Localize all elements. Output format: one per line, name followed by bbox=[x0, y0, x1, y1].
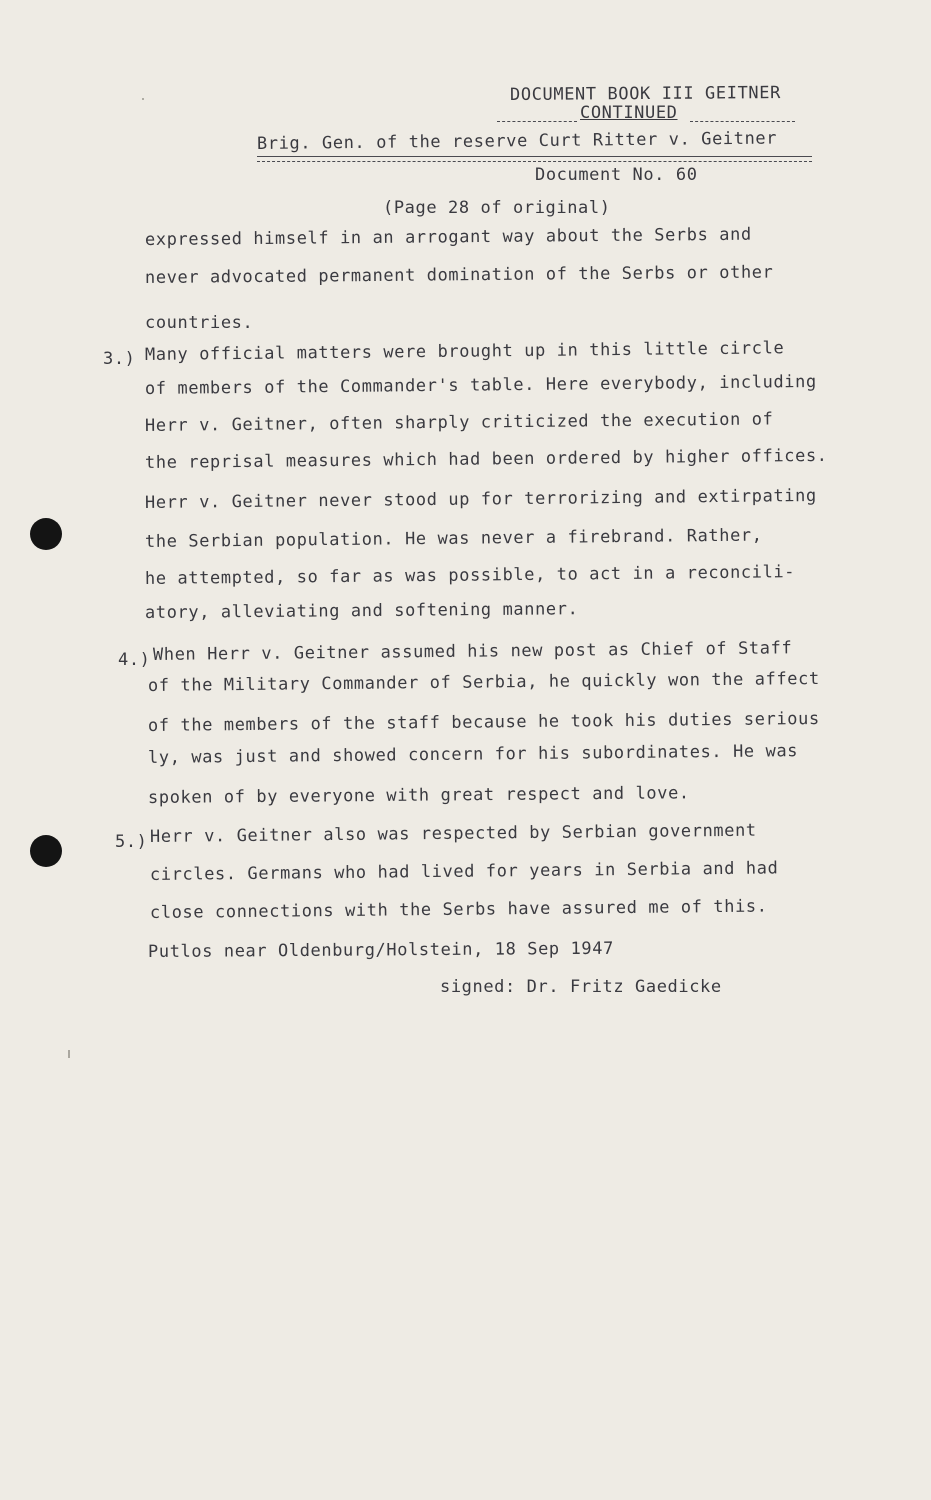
continued-underline-left bbox=[497, 121, 577, 122]
body-line: Many official matters were brought up in this little circle bbox=[144, 338, 785, 365]
body-line: the reprisal measures which had been ordered by higher offices. bbox=[144, 445, 828, 473]
document-book-heading: DOCUMENT BOOK III GEITNER bbox=[509, 83, 781, 105]
document-number: Document No. 60 bbox=[535, 165, 698, 185]
place-date-line: Putlos near Oldenburg/Holstein, 18 Sep 1947 bbox=[147, 938, 614, 962]
signature-line: signed: Dr. Fritz Gaedicke bbox=[440, 977, 722, 997]
body-line: expressed himself in an arrogant way about the Serbs and bbox=[144, 224, 752, 250]
body-line: he attempted, so far as was possible, to act in a reconcili- bbox=[144, 562, 796, 589]
punch-hole-lower bbox=[30, 835, 62, 867]
point-number: 3.) bbox=[103, 349, 136, 369]
punch-hole-upper bbox=[30, 518, 62, 550]
body-line: close connections with the Serbs have assured me of this. bbox=[149, 896, 768, 923]
body-line: countries. bbox=[145, 313, 254, 333]
body-line: Herr v. Geitner, often sharply criticized the execution of bbox=[144, 409, 774, 436]
body-line: ly, was just and showed concern for his subordinates. He was bbox=[147, 741, 799, 768]
body-line: never advocated permanent domination of the Serbs or other bbox=[144, 262, 774, 288]
body-line: circles. Germans who had lived for years in Serbia and had bbox=[149, 858, 779, 885]
body-line: Herr v. Geitner also was respected by Serbian government bbox=[149, 820, 757, 847]
page-reference: (Page 28 of original) bbox=[383, 198, 611, 218]
body-line: spoken of by everyone with great respect and love. bbox=[147, 783, 690, 808]
continued-underline-right bbox=[690, 121, 795, 122]
body-line: When Herr v. Geitner assumed his new post as Chief of Staff bbox=[152, 638, 793, 665]
continued-heading: CONTINUED bbox=[580, 103, 678, 123]
body-line: of the Military Commander of Serbia, he quickly won the affect bbox=[147, 668, 820, 696]
body-line: the Serbian population. He was never a firebrand. Rather, bbox=[144, 525, 763, 552]
body-line: Herr v. Geitner never stood up for terrorizing and extirpating bbox=[144, 485, 817, 513]
paper-speck bbox=[142, 98, 144, 100]
point-number: 5.) bbox=[115, 832, 148, 852]
author-underline bbox=[257, 156, 812, 157]
author-heading: Brig. Gen. of the reserve Curt Ritter v. Geitner bbox=[256, 128, 778, 154]
point-number: 4.) bbox=[118, 650, 151, 670]
body-line: atory, alleviating and softening manner. bbox=[144, 599, 579, 623]
body-line: of the members of the staff because he took his duties serious bbox=[147, 708, 820, 736]
body-line: of members of the Commander's table. Here everybody, including bbox=[144, 371, 817, 399]
author-double-underline bbox=[257, 161, 812, 162]
paper-mark bbox=[68, 1050, 70, 1058]
